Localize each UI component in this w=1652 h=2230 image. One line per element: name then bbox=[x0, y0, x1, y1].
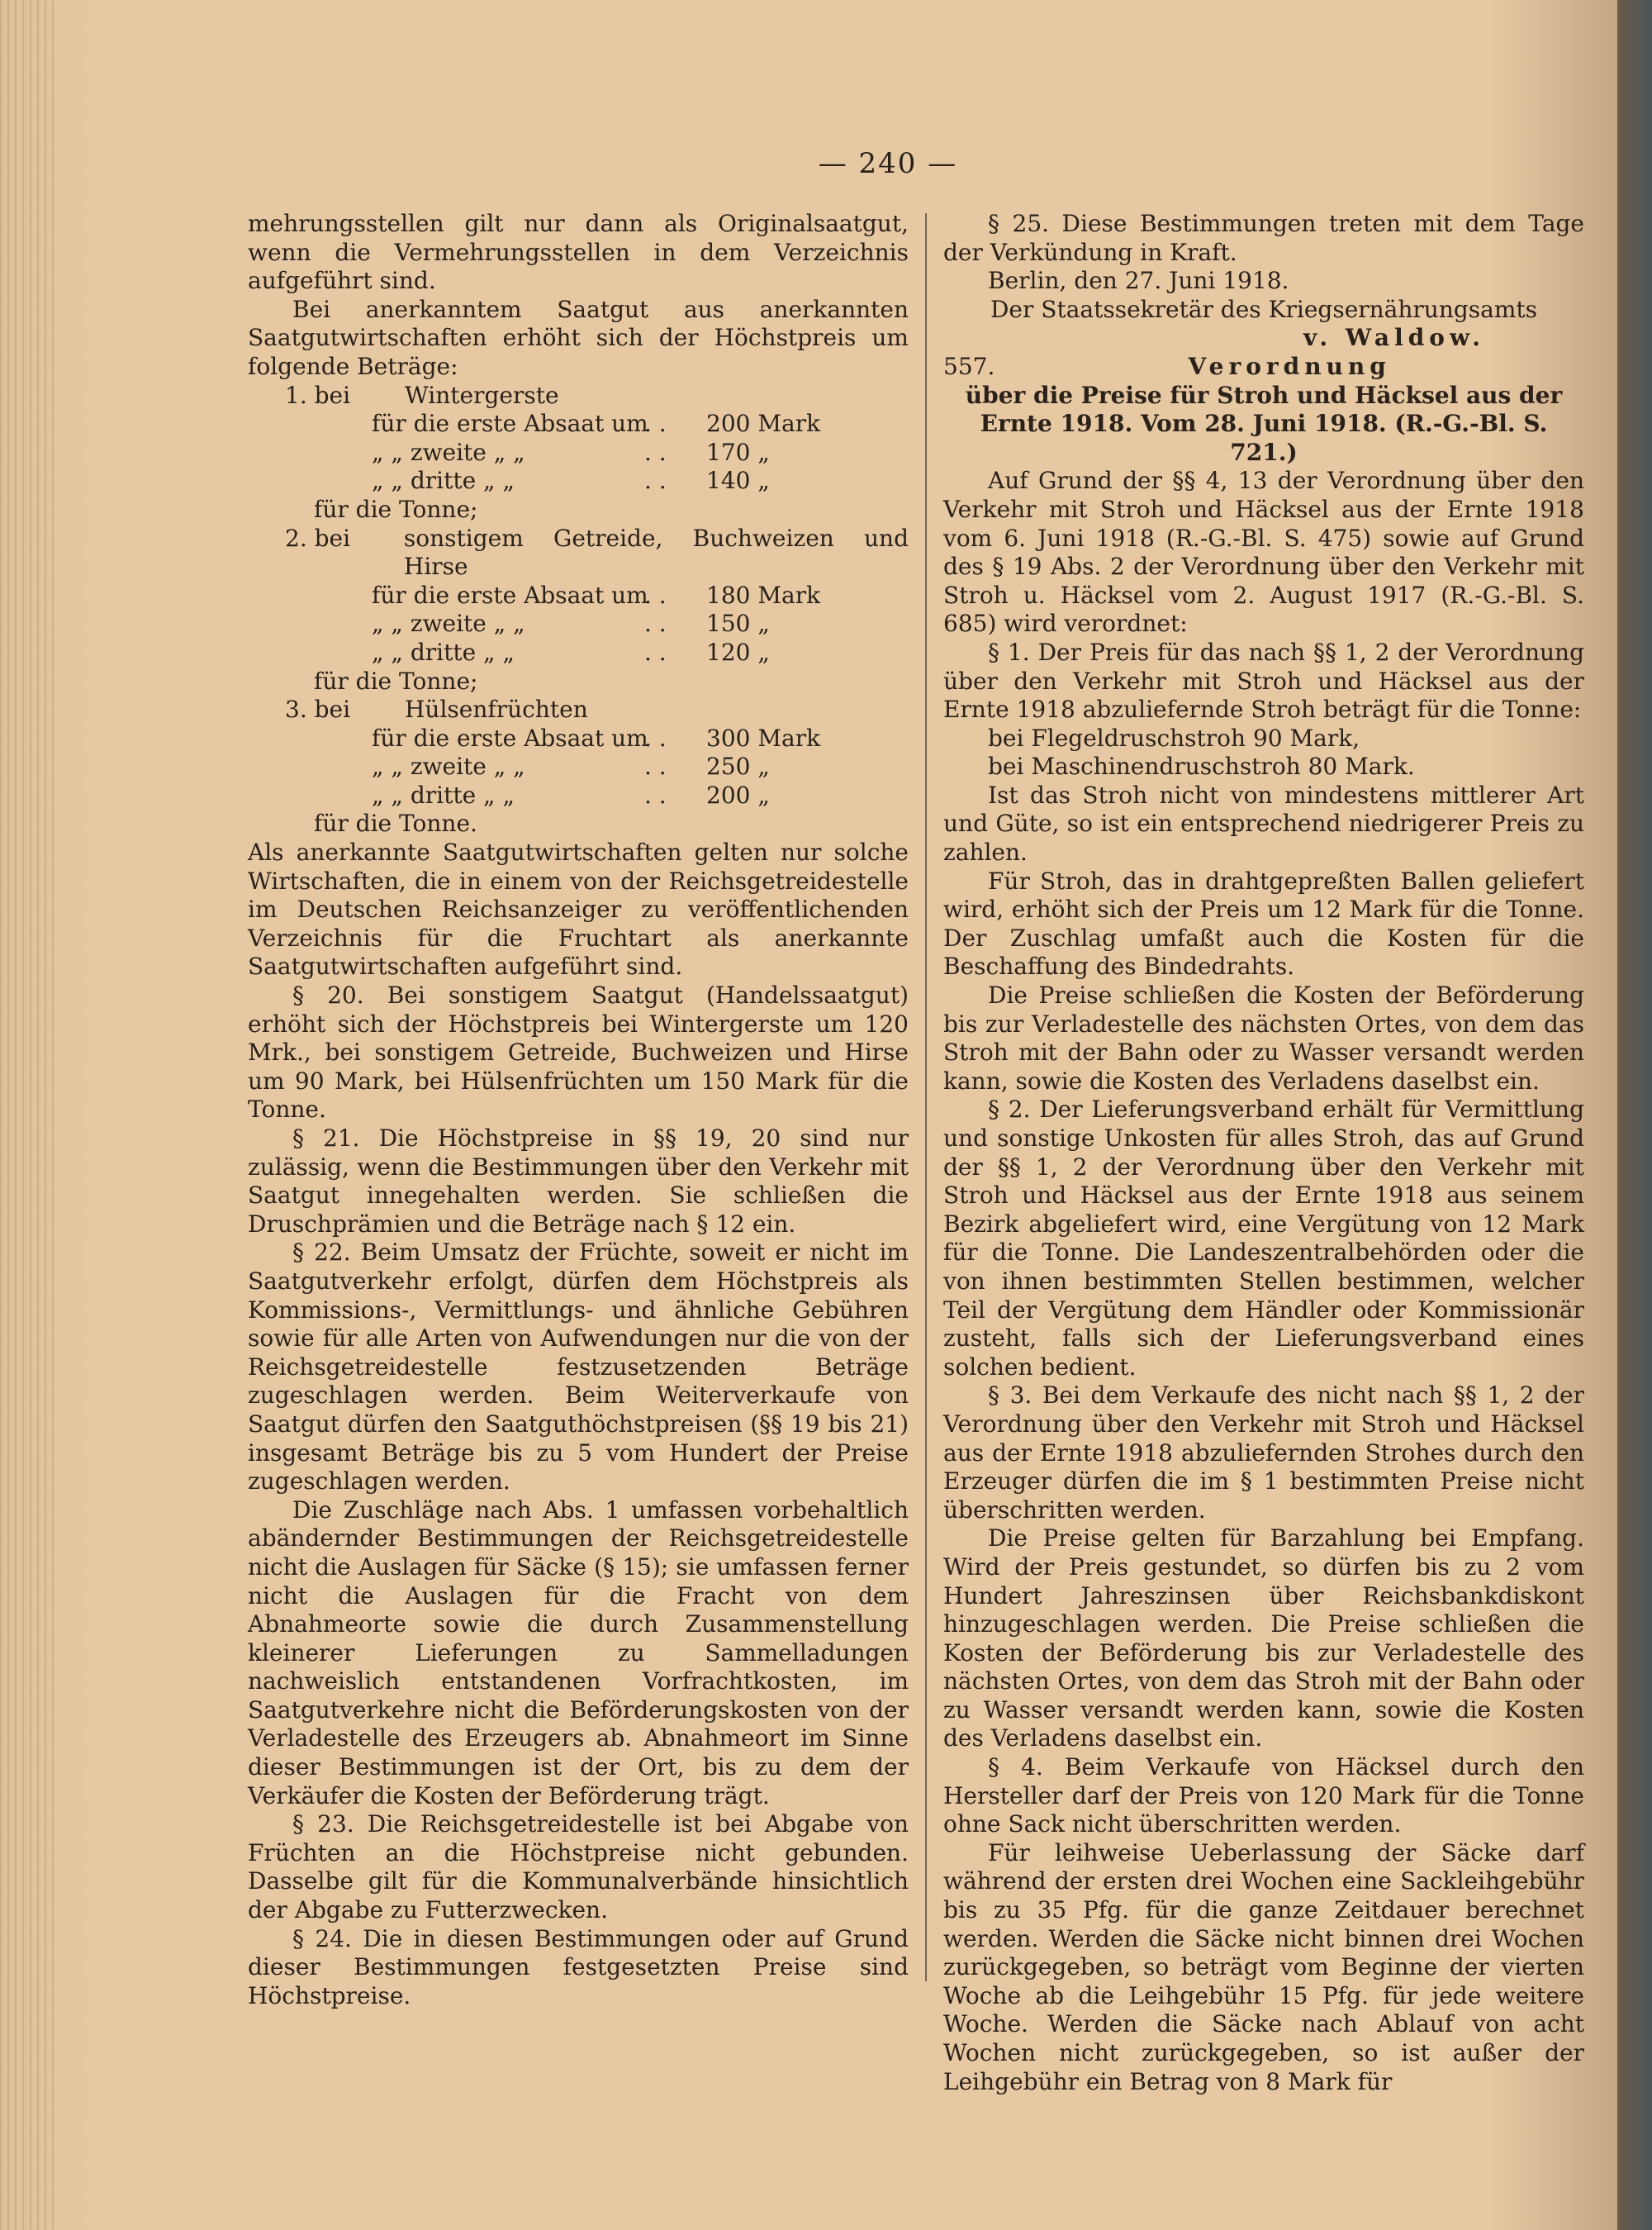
price-group-title: Wintergerste bbox=[405, 381, 559, 409]
paragraph: mehrungsstellen gilt nur dann als Originalsaatgut, wenn die Vermehrungsstellen in dem Verzeichnis aufgeführt sind. bbox=[248, 210, 909, 295]
price-group-title: Hülsenfrüchten bbox=[405, 696, 588, 724]
price-label: für die erste Absaat um bbox=[372, 581, 648, 609]
right-column bbox=[943, 210, 1584, 2096]
price-val: 140 „ bbox=[706, 467, 770, 495]
paragraph: bei Flegeldruschstroh 90 Mark, bbox=[988, 724, 1360, 752]
page-number: — 240 — bbox=[818, 147, 958, 180]
price-group-heading bbox=[248, 382, 909, 411]
price-label: „ „ zweite „ „ bbox=[372, 438, 525, 466]
book-binding bbox=[1617, 0, 1652, 2230]
left-column bbox=[248, 210, 909, 2010]
paragraph: § 1. Der Preis für das nach §§ 1, 2 der Verordnung über den Verkehr mit Stroh und Häcksel aus der Ernte 1918 abzuliefernde Stroh beträgt für die Tonne: bbox=[943, 638, 1584, 724]
price-dots: . . bbox=[644, 753, 667, 781]
price-unit-line: für die Tonne; bbox=[314, 667, 478, 695]
price-val: 200 „ bbox=[706, 781, 770, 809]
decree-heading bbox=[943, 353, 1584, 382]
price-row bbox=[248, 582, 909, 611]
paragraph: Als anerkannte Saatgutwirtschaften gelten nur solche Wirtschaften, die in einem von der Reichsgetreidestelle im Deutschen Reichsanzeiger zu veröffentlichenden Verzeichnis für die Fruchtart als anerkannte Saatgutwirtschaften aufgeführt sind. bbox=[248, 839, 909, 981]
paragraph: Die Zuschläge nach Abs. 1 umfassen vorbehaltlich abändernder Bestimmungen der Reichsgetreidestelle nicht die Auslagen für Säcke (§ 15); sie umfassen ferner nicht die Auslagen für die Fracht von dem Abnahmeorte sowie die durch Zusammenstellung kleinerer Lieferungen zu Sammelladungen nachweislich entstandenen Vorfrachtkosten, im Saatgutverkehre nicht die Beförderungskosten von der Verladestelle des Erzeugers ab. Abnahmeort im Sinne dieser Bestimmungen ist der Ort, bis zu dem der Verkäufer die Kosten der Beförderung trägt. bbox=[248, 1495, 909, 1809]
price-label: „ „ dritte „ „ bbox=[372, 781, 515, 809]
paragraph: Bei anerkanntem Saatgut aus anerkannten Saatgutwirtschaften erhöht sich der Höchstpreis um folgende Beträge: bbox=[248, 295, 909, 380]
price-group-title: sonstigem Getreide, Buchweizen und Hirse bbox=[403, 524, 909, 581]
price-dots: . . bbox=[644, 410, 667, 438]
price-val: 300 Mark bbox=[706, 724, 821, 752]
paragraph: Für leihweise Ueberlassung der Säcke darf während der ersten drei Wochen eine Sackleihgebühr bis zu 35 Pfg. für die ganze Zeitdauer berechnet werden. Werden die Säcke nicht binnen drei Wochen zurückgegeben, so beträgt vom Beginne der vierten Woche ab die Leihgebühr 15 Pfg. für jede weitere Woche. Werden die Säcke nach Ablauf von acht Wochen nicht zurückgegeben, so ist außer der Leihgebühr ein Betrag von 8 Mark für bbox=[943, 1838, 1584, 2095]
price-label: für die erste Absaat um bbox=[372, 410, 648, 438]
price-group-number: 2. bei bbox=[285, 524, 351, 552]
page-edge bbox=[0, 0, 58, 2230]
price-val: 170 „ bbox=[706, 438, 770, 466]
price-row bbox=[248, 467, 909, 496]
price-unit-line: für die Tonne; bbox=[314, 495, 478, 523]
price-group-heading bbox=[248, 525, 909, 582]
paragraph: § 4. Beim Verkaufe von Häcksel durch den Hersteller darf der Preis von 120 Mark für die Tonne ohne Sack nicht überschritten werden. bbox=[943, 1753, 1584, 1838]
price-row bbox=[248, 610, 909, 639]
price-label: für die erste Absaat um bbox=[372, 724, 648, 752]
price-label: „ „ dritte „ „ bbox=[372, 467, 515, 495]
paragraph: Auf Grund der §§ 4, 13 der Verordnung über den Verkehr mit Stroh und Häcksel aus der Ernte 1918 vom 6. Juni 1918 (R.-G.-Bl. S. 475) sowie auf Grund des § 19 Abs. 2 der Verordnung über den Verkehr mit Stroh u. Häcksel vom 2. August 1917 (R.-G.-Bl. S. 685) wird verordnet: bbox=[943, 467, 1584, 638]
price-dots: . . bbox=[644, 724, 667, 752]
price-label: „ „ dritte „ „ bbox=[372, 638, 515, 666]
paragraph: § 21. Die Höchstpreise in §§ 19, 20 sind nur zulässig, wenn die Bestimmungen über den Verkehr mit Saatgut innegehalten werden. Sie schließen die Druschprämien und die Beträge nach § 12 ein. bbox=[248, 1125, 909, 1238]
decree-subtitle: über die Preise für Stroh und Häcksel aus der Ernte 1918. Vom 28. Juni 1918. (R.-G.-Bl. S. 721.) bbox=[965, 381, 1563, 466]
price-row bbox=[248, 639, 909, 668]
paragraph: § 3. Bei dem Verkaufe des nicht nach §§ 1, 2 der Verordnung über den Verkehr mit Stroh und Häcksel aus der Ernte 1918 abzuliefernden Strohes durch den Erzeuger dürfen die im § 1 bestimmten Preise nicht überschritten werden. bbox=[943, 1381, 1584, 1524]
price-group-number: 3. bei bbox=[285, 696, 351, 724]
decree-title: Verordnung bbox=[1188, 352, 1391, 380]
price-label: „ „ zweite „ „ bbox=[372, 610, 525, 638]
price-dots: . . bbox=[644, 610, 667, 638]
paragraph: § 24. Die in diesen Bestimmungen oder auf Grund dieser Bestimmungen festgesetzten Preise sind Höchstpreise. bbox=[248, 1924, 909, 2009]
price-dots: . . bbox=[644, 467, 667, 495]
paragraph: Die Preise gelten für Barzahlung bei Empfang. Wird der Preis gestundet, so dürfen bis zu 2 vom Hundert Jahreszinsen über Reichsbankdiskont hinzugeschlagen werden. Die Preise schließen die Kosten der Beförderung bis zur Verladestelle des nächsten Ortes, von dem das Stroh mit der Bahn oder zu Wasser versandt werden kann, sowie die Kosten des Verladens daselbst ein. bbox=[943, 1524, 1584, 1752]
paragraph: Für Stroh, das in drahtgepreßten Ballen geliefert wird, erhöht sich der Preis um 12 Mark für die Tonne. Der Zuschlag umfaßt auch die Kosten für die Beschaffung des Bindedrahts. bbox=[943, 867, 1584, 981]
price-val: 250 „ bbox=[706, 753, 770, 781]
price-label: „ „ zweite „ „ bbox=[372, 753, 525, 781]
price-dots: . . bbox=[644, 581, 667, 609]
price-row bbox=[248, 753, 909, 782]
paragraph: bei Maschinendruschstroh 80 Mark. bbox=[988, 753, 1415, 781]
column-divider bbox=[925, 213, 927, 1981]
paragraph: Ist das Stroh nicht von mindestens mittlerer Art und Güte, so ist ein entsprechend niedrigerer Preis zu zahlen. bbox=[943, 781, 1584, 867]
paragraph: § 23. Die Reichsgetreidestelle ist bei Abgabe von Früchten an die Höchstpreise nicht gebunden. Dasselbe gilt für die Kommunalverbände hinsichtlich der Abgabe zu Futterzwecken. bbox=[248, 1810, 909, 1924]
paragraph: § 20. Bei sonstigem Saatgut (Handelssaatgut) erhöht sich der Höchstpreis bei Wintergerste um 120 Mrk., bei sonstigem Getreide, Buchweizen und Hirse um 90 Mark, bei Hülsenfrüchten um 150 Mark für die Tonne. bbox=[248, 982, 909, 1124]
price-val: 150 „ bbox=[706, 610, 770, 638]
paragraph: Der Staatssekretär des Kriegsernährungsamts bbox=[990, 295, 1538, 323]
paragraph: § 22. Beim Umsatz der Früchte, soweit er nicht im Saatgutverkehr erfolgt, dürfen dem Höchstpreis als Kommissions-, Vermittlungs- und ähnliche Gebühren sowie für alle Arten von Aufwendungen nur die von der Reichsgetreidestelle festzusetzenden Beträge zugeschlagen werden. Beim Weiterverkaufe von Saatgut dürfen den Saatguthöchstpreisen (§§ 19 bis 21) insgesamt Beträge bis zu 5 vom Hundert der Preise zugeschlagen werden. bbox=[248, 1239, 909, 1495]
price-dots: . . bbox=[644, 638, 667, 666]
price-val: 200 Mark bbox=[706, 410, 821, 438]
price-val: 180 Mark bbox=[706, 581, 821, 609]
price-val: 120 „ bbox=[706, 638, 770, 666]
paragraph: Berlin, den 27. Juni 1918. bbox=[988, 267, 1289, 295]
price-dots: . . bbox=[644, 438, 667, 466]
price-group-number: 1. bei bbox=[285, 381, 351, 409]
price-dots: . . bbox=[644, 781, 667, 809]
price-table bbox=[248, 382, 909, 839]
price-row bbox=[248, 439, 909, 468]
price-row bbox=[248, 410, 909, 439]
paragraph: § 25. Diese Bestimmungen treten mit dem Tage der Verkündung in Kraft. bbox=[943, 210, 1584, 266]
price-group-heading bbox=[248, 696, 909, 725]
price-row bbox=[248, 782, 909, 811]
price-unit-line: für die Tonne. bbox=[314, 810, 477, 838]
price-row bbox=[248, 725, 909, 754]
signer-name: v. Waldow. bbox=[1303, 324, 1485, 352]
paragraph: § 2. Der Lieferungsverband erhält für Vermittlung und sonstige Unkosten für alles Stroh, das auf Grund der §§ 1, 2 der Verordnung über den Verkehr mit Stroh und Häcksel aus der Ernte 1918 aus seinem Bezirk abgeliefert wird, eine Vergütung von 12 Mark für die Tonne. Die Landeszentralbehörden oder die von ihnen bestimmten Stellen bestimmen, welcher Teil der Vergütung dem Händler oder Kommissionär zusteht, falls sich der Lieferungsverband eines solchen bedient. bbox=[943, 1096, 1584, 1381]
paragraph: Die Preise schließen die Kosten der Beförderung bis zur Verladestelle des nächsten Ortes, von dem das Stroh mit der Bahn oder zu Wasser versandt werden kann, sowie die Kosten des Verladens daselbst ein. bbox=[943, 982, 1584, 1095]
decree-number: 557. bbox=[943, 352, 995, 380]
